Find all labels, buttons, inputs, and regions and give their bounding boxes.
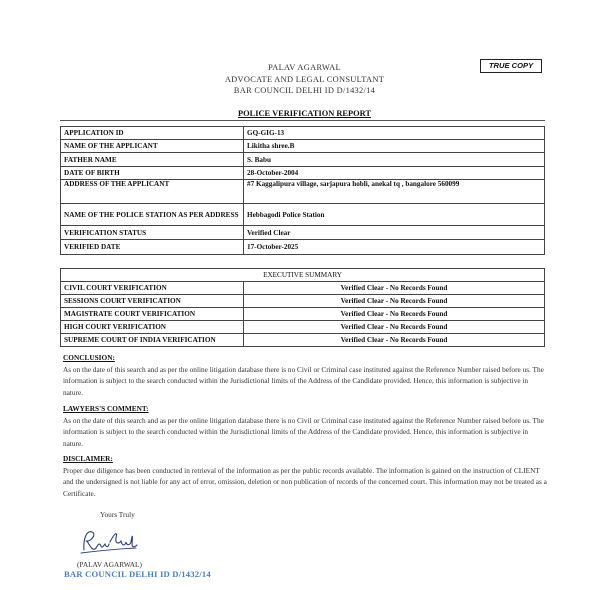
table-row xyxy=(61,321,545,334)
closing-salutation: Yours Truly xyxy=(100,510,135,519)
lawyers-comment-section xyxy=(63,403,548,449)
advocate-role: ADVOCATE AND LEGAL CONSULTANT xyxy=(224,74,385,84)
table-header-row xyxy=(61,269,545,282)
lawyers-comment-text: As on the date of this search and as per the online litigation database there is no Civil or Criminal case instituted against the Reference Number raised before us. The information is subject to the search conducted within the Jurisdictional limits of the Address of the Candidate provided. Hence, this information is subjective in nature. xyxy=(63,415,544,448)
detail-label: NAME OF THE POLICE STATION AS PER ADDRESS xyxy=(61,204,244,226)
summary-value: Verified Clear - No Records Found xyxy=(244,308,545,321)
detail-label: ADDRESS OF THE APPLICANT xyxy=(61,180,244,204)
detail-label: VERIFICATION STATUS xyxy=(61,226,244,240)
detail-label: VERIFIED DATE xyxy=(61,240,244,255)
summary-label: SUPREME COURT OF INDIA VERIFICATION xyxy=(61,334,244,347)
table-row xyxy=(61,127,545,140)
signatory-name: (PALAV AGARWAL) xyxy=(77,560,142,569)
summary-value: Verified Clear - No Records Found xyxy=(244,295,545,308)
detail-value: Verified Clear xyxy=(244,226,545,240)
summary-value: Verified Clear - No Records Found xyxy=(244,282,545,295)
summary-value: Verified Clear - No Records Found xyxy=(244,334,545,347)
detail-value: 17-October-2025 xyxy=(244,240,545,255)
handwritten-signature xyxy=(78,524,140,558)
table-row xyxy=(61,226,545,240)
table-row xyxy=(61,180,545,204)
summary-label: HIGH COURT VERIFICATION xyxy=(61,321,244,334)
summary-label: SESSIONS COURT VERIFICATION xyxy=(61,295,244,308)
signatory-bar-id: BAR COUNCIL DELHI ID D/1432/14 xyxy=(64,569,211,579)
detail-label: NAME OF THE APPLICANT xyxy=(61,140,244,153)
conclusion-text: As on the date of this search and as per the online litigation database there is no Civil or Criminal case instituted against the Reference Number raised before us. The information is subject to the search conducted within the Jurisdictional limits of the Address of the Candidate provided. Hence, this information is subjective in nature. xyxy=(63,364,544,397)
table-row xyxy=(61,282,545,295)
summary-heading: EXECUTIVE SUMMARY xyxy=(61,269,545,282)
summary-label: CIVIL COURT VERIFICATION xyxy=(61,282,244,295)
conclusion-section xyxy=(63,352,548,398)
advocate-bar-id: BAR COUNCIL DELHI ID D/1432/14 xyxy=(233,86,376,95)
summary-value: Verified Clear - No Records Found xyxy=(244,321,545,334)
disclaimer-heading: DISCLAIMER: xyxy=(63,454,113,463)
detail-value: #7 Kaggalipura village, sarjapura hobli, anekal tq , bangalore 560099 xyxy=(244,180,545,204)
conclusion-heading: CONCLUSION: xyxy=(63,353,115,362)
applicant-details-table xyxy=(60,126,545,255)
table-row xyxy=(61,295,545,308)
summary-label: MAGISTRATE COURT VERIFICATION xyxy=(61,308,244,321)
table-row xyxy=(61,308,545,321)
table-row xyxy=(61,153,545,167)
executive-summary-table xyxy=(60,268,545,347)
table-row xyxy=(61,240,545,255)
true-copy-stamp: TRUE COPY xyxy=(480,59,542,73)
lawyers-comment-heading: LAWYERS'S COMMENT: xyxy=(63,404,149,413)
detail-label: APPLICATION ID xyxy=(61,127,244,140)
disclaimer-text: Proper due diligence has been conducted in retrieval of the information as per the public records available. The information is gained on the instruction of CLIENT and the undersigned is not liable for any act of error, omission, deletion or non publication of records of the concerned court. This information may not be treated as a Certificate. xyxy=(63,465,547,498)
disclaimer-section xyxy=(63,453,548,499)
detail-value: 28-October-2004 xyxy=(244,167,545,180)
report-title: POLICE VERIFICATION REPORT xyxy=(238,109,371,118)
table-row xyxy=(61,204,545,226)
detail-value: GQ-GIG-13 xyxy=(244,127,545,140)
advocate-name: PALAV AGARWAL xyxy=(268,63,341,72)
table-row xyxy=(61,334,545,347)
detail-value: Hebbagodi Police Station xyxy=(244,204,545,226)
detail-value: Likitha shree.B xyxy=(244,140,545,153)
detail-label: DATE OF BIRTH xyxy=(61,167,244,180)
table-row xyxy=(61,167,545,180)
detail-label: FATHER NAME xyxy=(61,153,244,167)
title-divider xyxy=(60,120,545,121)
table-row xyxy=(61,140,545,153)
detail-value: S. Babu xyxy=(244,153,545,167)
